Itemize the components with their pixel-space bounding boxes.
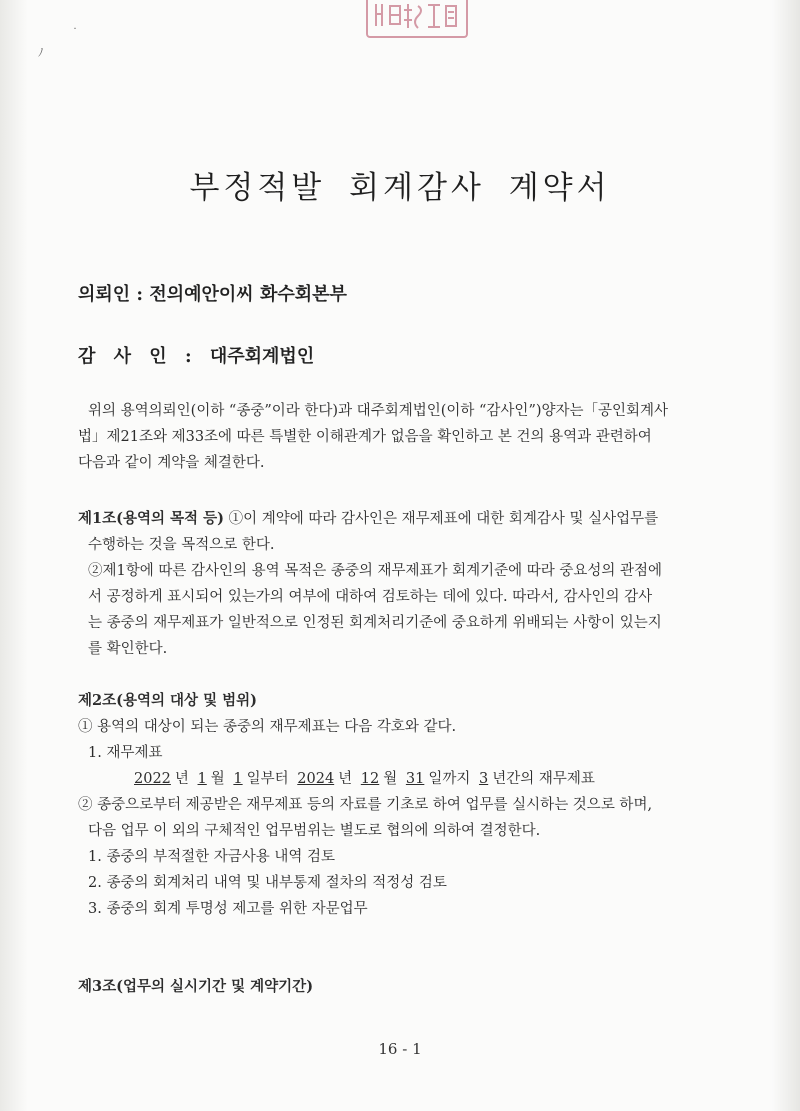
article-3 bbox=[78, 974, 728, 1000]
client-line bbox=[78, 280, 347, 306]
article-1-line: 는 종중의 재무제표가 일반적으로 인정된 회계처리기준에 중요하게 위배되는 사항이 있는지 bbox=[88, 615, 662, 631]
period-word: 년 bbox=[174, 771, 189, 787]
scope-item: 1. 종중의 부적절한 자금사용 내역 검토 bbox=[88, 849, 335, 865]
article-1-heading: 제1조(용역의 목적 등) bbox=[78, 510, 224, 527]
end-month: 12 bbox=[360, 771, 380, 787]
auditor-name: 대주회계법인 bbox=[209, 346, 315, 367]
scope-item: 2. 종중의 회계처리 내역 및 내부통제 절차의 적정성 검토 bbox=[88, 875, 447, 891]
period-word: 일부터 bbox=[246, 771, 289, 787]
document-title: 부정적발 회계감사 계약서 bbox=[189, 170, 611, 206]
intro-line: 다음과 같이 계약을 체결한다. bbox=[78, 455, 265, 471]
start-year: 2022 bbox=[134, 771, 171, 787]
article-1-line: 서 공정하게 표시되어 있는가의 여부에 대하여 검토하는 데에 있다. 따라서, 감사인의 감사 bbox=[88, 589, 653, 605]
article-1-line: 수행하는 것을 목적으로 한다. bbox=[88, 537, 275, 553]
article-1-line: 를 확인한다. bbox=[88, 641, 168, 657]
financial-period bbox=[78, 766, 728, 792]
article-2 bbox=[78, 688, 728, 922]
client-name: 전의예안이씨 화수회본부 bbox=[149, 284, 347, 305]
scan-speck: ˙ bbox=[72, 26, 78, 40]
start-day: 1 bbox=[233, 771, 243, 787]
period-word: 월 bbox=[383, 771, 398, 787]
start-month: 1 bbox=[197, 771, 207, 787]
intro-line: 법」제21조와 제33조에 따른 특별한 이해관계가 없음을 확인하고 본 건의 용역과 관련하여 bbox=[78, 429, 652, 445]
article-2-sub-1: 1. 재무제표 bbox=[88, 745, 163, 761]
auditor-label: 감 사 인 : bbox=[78, 346, 210, 367]
end-year: 2024 bbox=[297, 771, 335, 787]
article-1 bbox=[78, 506, 728, 662]
period-years: 3 bbox=[478, 771, 489, 787]
article-3-heading: 제3조(업무의 실시기간 및 계약기간) bbox=[78, 978, 314, 995]
period-word: 년 bbox=[338, 771, 353, 787]
article-2-item-1: ① 용역의 대상이 되는 종중의 재무제표는 다음 각호와 같다. bbox=[78, 719, 457, 735]
article-1-line: ②제1항에 따른 감사인의 용역 목적은 종중의 재무제표가 회계기준에 따라 중요성의 관점에 bbox=[88, 563, 663, 579]
scope-item: 3. 종중의 회계 투명성 제고를 위한 자문업무 bbox=[88, 901, 368, 917]
end-day: 31 bbox=[405, 771, 425, 787]
intro-line: 위의 용역의뢰인(이하 “종중”이라 한다)과 대주회계법인(이하 “감사인”)양자는「공인회계사 bbox=[88, 403, 669, 419]
intro-paragraph bbox=[78, 398, 728, 476]
article-2-item-2: ② 종중으로부터 제공받은 재무제표 등의 자료를 기초로 하여 업무를 실시하는 것으로 하며, bbox=[78, 797, 653, 813]
page-number: 16 - 1 bbox=[378, 1040, 422, 1058]
period-word: 년간의 재무제표 bbox=[492, 771, 595, 787]
article-1-line: ①이 계약에 따라 감사인은 재무제표에 대한 회계감사 및 실사업무를 bbox=[223, 511, 659, 527]
auditor-line bbox=[78, 342, 314, 368]
seal-stamp bbox=[366, 0, 468, 38]
period-word: 월 bbox=[210, 771, 225, 787]
article-2-item-2: 다음 업무 이 외의 구체적인 업무범위는 별도로 협의에 의하여 결정한다. bbox=[88, 823, 541, 839]
scan-speck: ﾉ bbox=[38, 46, 44, 59]
client-label: 의뢰인 : bbox=[78, 284, 150, 305]
article-2-heading: 제2조(용역의 대상 및 범위) bbox=[78, 692, 258, 709]
period-word: 일까지 bbox=[428, 771, 471, 787]
